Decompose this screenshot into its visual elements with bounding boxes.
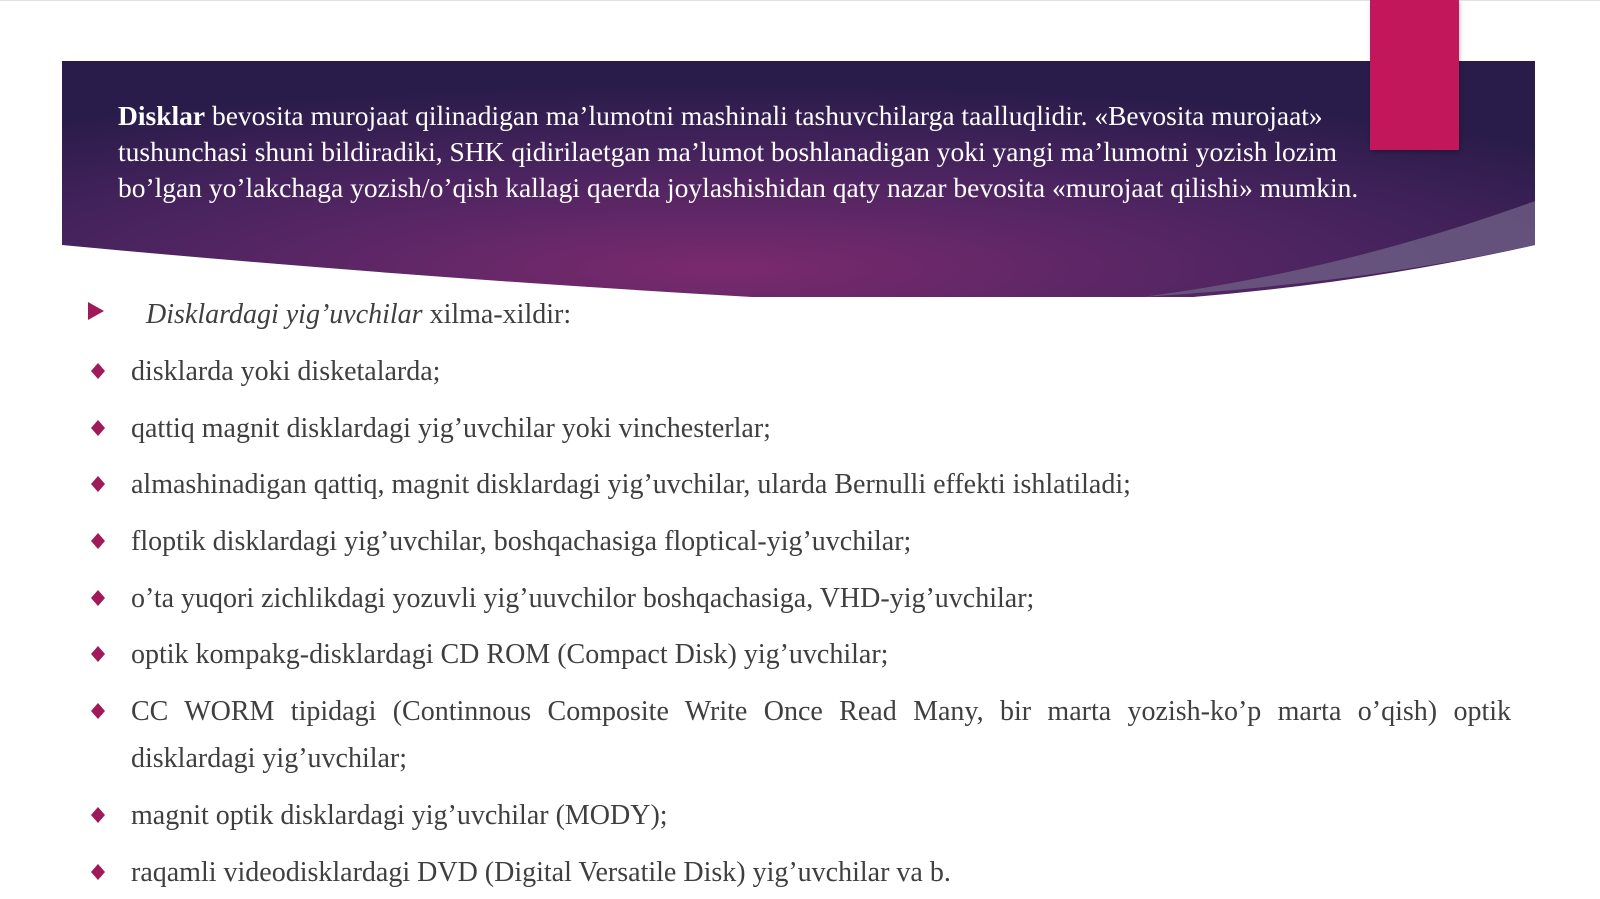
diamond-bullet-icon [88,361,108,381]
list-item-text: CC WORM tipidagi (Continnous Composite Write Once Read Many, bir marta yozish-ko’p marta o’qish) optik disklardagi yig’uvchilar; [131,696,1511,774]
diamond-bullet-icon [88,805,108,825]
diamond-bullet-icon [88,531,108,551]
diamond-bullet-icon [88,418,108,438]
list-item-text: qattiq magnit disklardagi yig’uvchilar yoki vinchesterlar; [131,413,771,444]
list-item-text: raqamli videodisklardagi DVD (Digital Versatile Disk) yig’uvchilar va b. [131,857,951,888]
intro-paragraph [118,98,1368,206]
list-item-text: magnit optik disklardagi yig’uvchilar (MODY); [131,800,668,831]
list-item-text: almashinadigan qattiq, magnit disklardagi yig’uvchilar, ularda Bernulli effekti ishlatiladi; [131,469,1131,500]
top-border [0,0,1600,1]
diamond-bullet-icon [88,701,108,721]
diamond-bullet-icon [88,474,108,494]
diamond-bullet-icon [88,644,108,664]
heading-rest: xilma-xildir: [422,299,572,330]
intro-term: Disklar [118,100,206,131]
diamond-bullet-icon [88,588,108,608]
list-item-text: disklarda yoki disketalarda; [131,356,441,387]
intro-text: bevosita murojaat qilinadigan ma’lumotni mashinali tashuvchilarga taalluqlidir. «Bevosita murojaat» tushunchasi shuni bildiradiki, SHK qidirilaetgan ma’lumot boshlanadigan yoki yangi ma’lumotni yozish lozim bo’lgan yo’lakchaga yozish/o’qish kallagi qaerda joylashishidan qaty nazar bevosita «murojaat qilishi» mumkin. [118,100,1359,203]
list-item-text: optik kompakg-disklardagi CD ROM (Compact Disk) yig’uvchilar; [131,639,889,670]
accent-tab [1370,0,1459,150]
list-item-text: o’ta yuqori zichlikdagi yozuvli yig’uuvchilor boshqachasiga, VHD-yig’uvchilar; [131,583,1035,614]
list-item-text: floptik disklardagi yig’uvchilar, boshqachasiga floptical-yig’uvchilar; [131,526,912,557]
heading-italic: Disklardagi yig’uvchilar [146,299,423,330]
triangle-bullet-icon [86,301,106,321]
diamond-bullet-icon [88,862,108,882]
